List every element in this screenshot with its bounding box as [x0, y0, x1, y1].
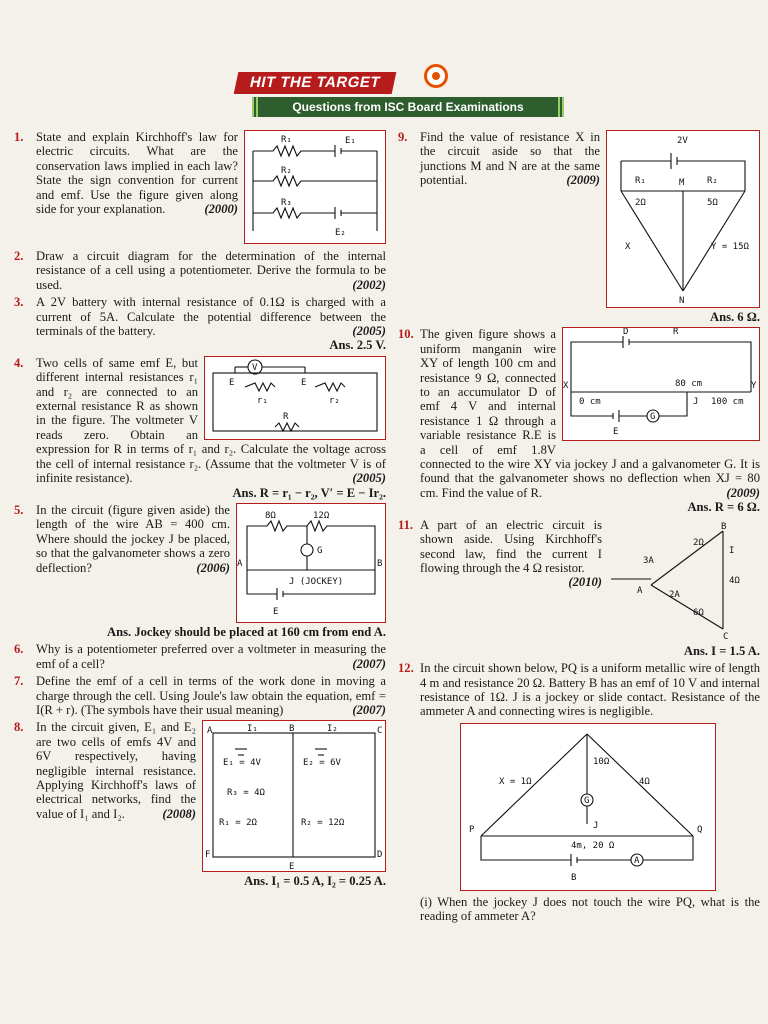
answer-3: Ans. 2.5 V. — [329, 338, 386, 353]
svg-text:A: A — [207, 726, 213, 737]
svg-text:I₂: I₂ — [327, 724, 338, 735]
svg-text:R₃ = 4Ω: R₃ = 4Ω — [227, 788, 265, 799]
svg-text:G: G — [584, 795, 590, 806]
svg-text:B: B — [289, 724, 295, 735]
question-1: 1. R₁ E₁ R₂ R₃ E₂ State and explain Kirchhoff's law for electric circuits. What are the conservation laws implied in each law? State the sign convention for current and emf. Use the figure given along side for your explanation. (2000) — [14, 130, 386, 246]
answer-9: Ans. 6 Ω. — [710, 310, 760, 324]
answer-4: Ans. R = r₁ − r₂, V′ = E − Ir₂. — [232, 485, 386, 500]
question-4: 4. V E E r₁ r₂ R Two cells of same emf E, but different internal resistances r₁ and r₂ are connected to an external resistance R as shown in the figure. The voltmeter V reads zero. Obtain an expression for R in terms of r₁ and r₂. Calculate the voltage across the cell of internal resistance r₂. (Assume that the voltmeter V is of infinite resistance). (2005) Ans. R = r₁ − r₂, V′ = E − Ir₂. — [14, 355, 386, 500]
question-6: 6. Why is a potentiometer preferred over a voltmeter in measuring the emf of a cell? (2007) — [14, 642, 386, 671]
svg-text:3A: 3A — [643, 555, 654, 566]
question-9: 9. 2V R₁ M R₂ 2Ω 5Ω X Y = 15Ω N Find the value of resistance X in the circuit aside so that the junctions M and N are at the same potential. (2009) Ans. 6 Ω. — [398, 130, 760, 324]
svg-text:G: G — [317, 545, 323, 556]
svg-text:2V: 2V — [677, 136, 688, 146]
svg-text:A: A — [637, 585, 643, 596]
figure-q5 — [236, 503, 386, 623]
svg-text:E: E — [273, 606, 279, 617]
right-column — [398, 130, 760, 927]
svg-text:R₃: R₃ — [281, 198, 292, 208]
svg-text:E: E — [613, 427, 619, 438]
svg-text:G: G — [650, 412, 656, 423]
svg-text:F: F — [205, 850, 211, 861]
svg-text:J: J — [593, 820, 599, 831]
svg-text:2Ω: 2Ω — [693, 537, 704, 548]
question-7: 7. Define the emf of a cell in terms of the work done in moving a charge through the cell. Using Joule's law obtain the equation, emf = I(R + r). (The symbols have their usual meaning) (2007) — [14, 674, 386, 717]
left-column — [14, 130, 386, 892]
answer-10: Ans. R = 6 Ω. — [687, 500, 760, 515]
svg-text:80 cm: 80 cm — [675, 379, 703, 390]
svg-text:Q: Q — [697, 824, 703, 835]
answer-11: Ans. I = 1.5 A. — [683, 643, 760, 658]
svg-text:V: V — [252, 362, 258, 373]
svg-text:A: A — [237, 558, 243, 569]
answer-5: Ans. Jockey should be placed at 160 cm from end A. — [107, 624, 386, 639]
question-10: 10. D R X Y 0 cm 80 cm 100 cm J G E The given figure shows a uniform manganin wire XY of length 100 cm and resistance 9 Ω, connected to an accumulator D of emf 4 V and internal resistance 1 Ω through a variable resistance R.E is a cell of emf 1.8V connected to the wire XY via jockey J and a galvanometer G. It is found that the galvanometer shows no deflection when XJ = 80 cm. Find the value of R. (2009) Ans. R = 6 Ω. — [398, 327, 760, 515]
figure-q4 — [204, 356, 386, 440]
svg-text:8Ω: 8Ω — [265, 510, 276, 521]
svg-text:E: E — [229, 377, 235, 388]
svg-text:0 cm: 0 cm — [579, 397, 601, 408]
svg-text:r₂: r₂ — [329, 395, 340, 406]
svg-text:B: B — [377, 558, 383, 569]
figure-q1 — [244, 130, 386, 244]
svg-text:X = 1Ω: X = 1Ω — [499, 776, 532, 787]
svg-text:E: E — [301, 377, 307, 388]
svg-text:B: B — [571, 872, 577, 883]
figure-q9 — [606, 130, 760, 308]
answer-8: Ans. I₁ = 0.5 A, I₂ = 0.25 A. — [244, 874, 386, 889]
svg-text:J (JOCKEY): J (JOCKEY) — [289, 576, 344, 587]
svg-text:R₁: R₁ — [635, 176, 646, 186]
svg-text:R₂: R₂ — [281, 166, 292, 176]
svg-text:R₂ = 12Ω: R₂ = 12Ω — [301, 818, 345, 829]
svg-text:E₂: E₂ — [335, 228, 346, 238]
svg-text:P: P — [469, 824, 475, 835]
svg-text:4m, 20 Ω: 4m, 20 Ω — [571, 840, 615, 851]
svg-text:R₁ = 2Ω: R₁ = 2Ω — [219, 818, 257, 829]
svg-text:E₁: E₁ — [345, 136, 356, 146]
figure-q12 — [460, 723, 716, 891]
question-12: 12. In the circuit shown below, PQ is a uniform metallic wire of length 4 m and resistance 20 Ω. Battery B has an emf of 10 V and internal resistance of 1Ω. J is a jockey or slide contact. Resistance of the ammeter A and connecting wires is negligible. X = 1Ω 10Ω 4Ω G J P Q 4m, 20 Ω B A (i) When the jockey J does not touch the wire PQ, what is the reading of ammeter A? — [398, 661, 760, 924]
svg-text:R₂: R₂ — [707, 176, 718, 186]
svg-text:E₂ = 6V: E₂ = 6V — [303, 758, 341, 769]
svg-text:2A: 2A — [669, 589, 680, 600]
svg-text:J: J — [693, 397, 699, 408]
svg-text:E: E — [289, 862, 295, 872]
figure-q11 — [608, 518, 760, 642]
question-5: 5. 8Ω 12Ω G A B J (JOCKEY) E In the circuit (figure given aside) the length of the wire AB = 400 cm. Where should the jockey J be placed, so that the galvanometer shows a zero deflection? (2006) Ans. Jockey should be placed at 160 cm from end A. — [14, 502, 386, 639]
svg-text:10Ω: 10Ω — [593, 756, 610, 767]
svg-text:A: A — [634, 855, 640, 866]
svg-text:R₁: R₁ — [281, 135, 292, 145]
svg-text:5Ω: 5Ω — [707, 198, 718, 208]
svg-text:Y: Y — [751, 381, 757, 392]
svg-text:D: D — [623, 328, 629, 338]
question-12-sub-i: (i) When the jockey J does not touch the wire PQ, what is the reading of ammeter A? — [420, 894, 760, 924]
svg-text:N: N — [679, 296, 685, 306]
svg-text:C: C — [723, 631, 729, 641]
svg-text:C: C — [377, 726, 383, 737]
svg-text:6Ω: 6Ω — [693, 607, 704, 618]
svg-text:Y = 15Ω: Y = 15Ω — [711, 242, 749, 252]
svg-text:4Ω: 4Ω — [639, 776, 650, 787]
svg-text:100 cm: 100 cm — [711, 397, 744, 408]
banner — [228, 64, 570, 122]
target-icon — [424, 64, 448, 88]
question-8: 8. A B C D E F I₁ I₂ E₁ = 4V E₂ = 6V R₃ = 4Ω R₁ = 2Ω R₂ = 12Ω In the circuit given, E₁ and E₂ are two cells of emfs 4V and 6V respectively, having negligible internal resistance. Applying Kirchhoff's laws of electrical networks, find the value of I₁ and I₂. (2008) Ans. I₁ = 0.5 A, I₂ = 0.25 A. — [14, 720, 386, 889]
svg-text:2Ω: 2Ω — [635, 198, 646, 208]
question-11: 11. B A C 2Ω 3A I 4Ω 2A 6Ω A part of an electric circuit is shown aside. Using Kirchhoff's second law, find the current I flowing through the 4 Ω resistor. (2010) Ans. I = 1.5 A. — [398, 517, 760, 658]
svg-text:B: B — [721, 521, 727, 532]
svg-text:X: X — [625, 242, 631, 252]
svg-text:R: R — [673, 328, 679, 338]
figure-q8 — [202, 720, 386, 872]
section-subtitle: Questions from ISC Board Examinations — [252, 97, 564, 117]
hit-the-target-title: HIT THE TARGET — [234, 72, 397, 94]
svg-text:I: I — [729, 545, 735, 556]
svg-text:I₁: I₁ — [247, 724, 258, 735]
svg-text:r₁: r₁ — [257, 395, 268, 406]
svg-text:4Ω: 4Ω — [729, 575, 740, 586]
svg-text:R: R — [283, 411, 289, 422]
svg-text:D: D — [377, 850, 383, 861]
question-3: 3. A 2V battery with internal resistance of 0.1Ω is charged with a current of 5A. Calculate the potential difference between the terminals of the battery. (2005) Ans. 2.5 V. — [14, 295, 386, 353]
figure-q10 — [562, 327, 760, 441]
svg-text:M: M — [679, 178, 685, 188]
svg-text:12Ω: 12Ω — [313, 510, 330, 521]
svg-text:E₁ = 4V: E₁ = 4V — [223, 758, 261, 769]
svg-text:X: X — [563, 381, 569, 392]
question-2: 2. Draw a circuit diagram for the determination of the internal resistance of a cell using a potentiometer. Derive the formula to be used. (2002) — [14, 249, 386, 292]
